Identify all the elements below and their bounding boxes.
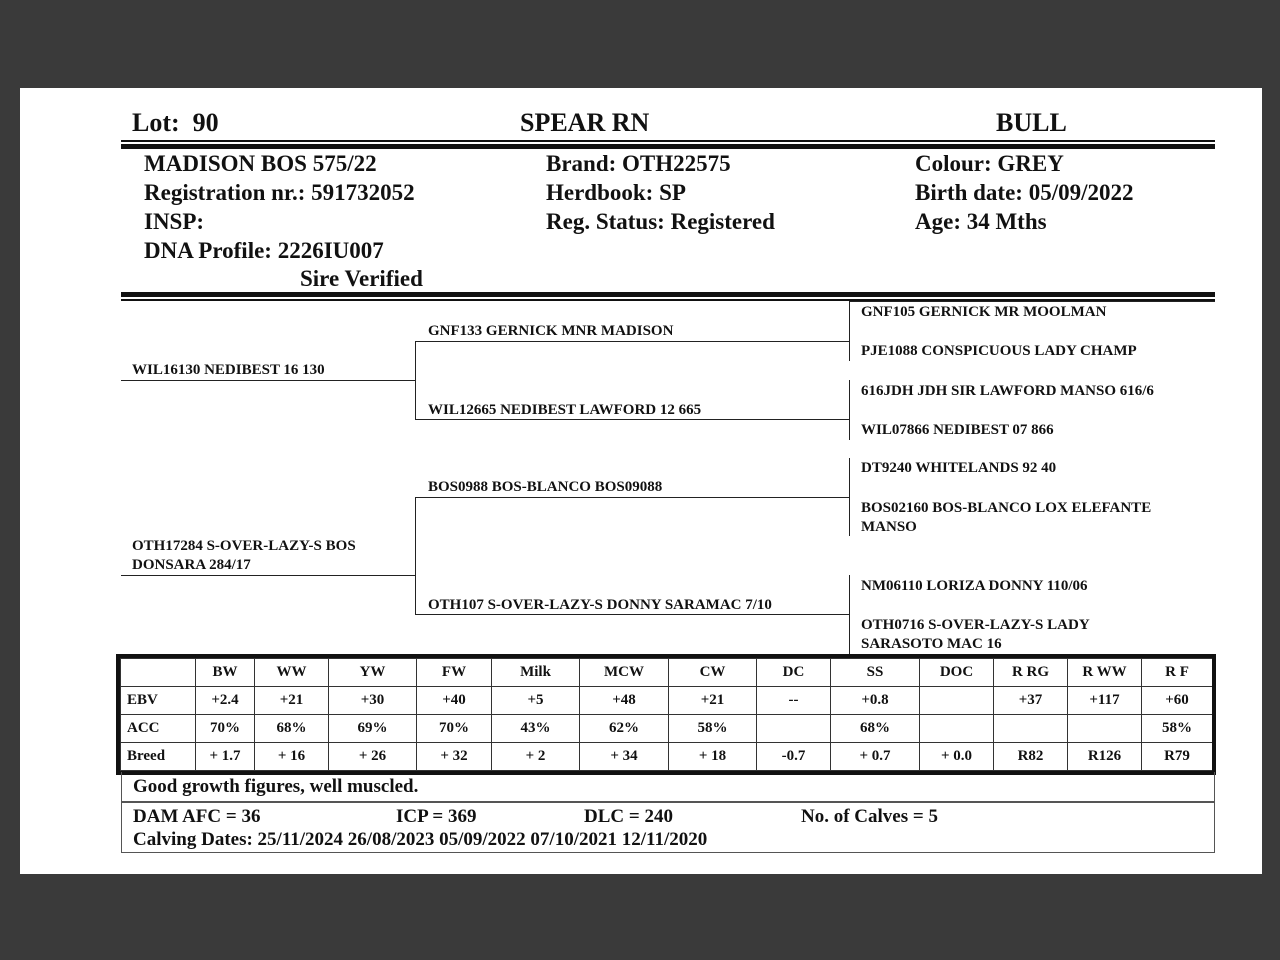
- pedigree-dam-sire: BOS0988 BOS-BLANCO BOS09088: [428, 479, 663, 495]
- ebv-cell: +117: [1068, 687, 1142, 715]
- breed-cell: + 2: [492, 743, 580, 771]
- pedigree-sd-dam: WIL07866 NEDIBEST 07 866: [861, 422, 1054, 438]
- ebv-cell: +48: [580, 687, 669, 715]
- ebv-row-label: EBV: [121, 687, 196, 715]
- lot-number: 90: [192, 108, 219, 137]
- breed-cell: R126: [1068, 743, 1142, 771]
- acc-row: [121, 715, 1213, 743]
- breed-cell: + 0.0: [920, 743, 994, 771]
- pedigree-sd-sire: 616JDH JDH SIR LAWFORD MANSO 616/6: [861, 383, 1154, 399]
- ebv-cell: +2.4: [196, 687, 255, 715]
- breed-row: [121, 743, 1213, 771]
- registration-number: Registration nr.: 591732052: [144, 180, 415, 205]
- acc-cell: 58%: [669, 715, 757, 743]
- dam-icp: ICP = 369: [396, 806, 477, 827]
- pedigree-dd-sire: NM06110 LORIZA DONNY 110/06: [861, 578, 1088, 594]
- acc-cell: [1068, 715, 1142, 743]
- breed-cell: R82: [994, 743, 1068, 771]
- ebv-table: [120, 658, 1212, 771]
- header-rule-thick: [121, 144, 1215, 149]
- catalogue-sheet: [20, 88, 1262, 874]
- ebv-header-cell: R WW: [1068, 659, 1142, 687]
- ebv-cell: +37: [994, 687, 1068, 715]
- colour: Colour: GREY: [915, 151, 1064, 176]
- dam-stats-box: [121, 802, 1215, 853]
- ebv-row: [121, 687, 1213, 715]
- dam-afc: DAM AFC = 36: [133, 806, 261, 827]
- pedigree-dam: OTH17284 S-OVER-LAZY-S BOS DONSARA 284/17: [132, 538, 356, 573]
- pedigree-ds-dam: BOS02160 BOS-BLANCO LOX ELEFANTE MANSO: [861, 500, 1152, 535]
- breed-cell: + 1.7: [196, 743, 255, 771]
- acc-cell: 58%: [1142, 715, 1213, 743]
- acc-cell: 62%: [580, 715, 669, 743]
- header-rule-thin: [121, 140, 1215, 142]
- ebv-cell: +60: [1142, 687, 1213, 715]
- ebv-header-cell: Milk: [492, 659, 580, 687]
- pedigree-dd-dam: OTH0716 S-OVER-LAZY-S LADY SARASOTO MAC 16: [861, 617, 1090, 652]
- sire-verified: Sire Verified: [300, 266, 423, 291]
- ebv-header-cell: MCW: [580, 659, 669, 687]
- ebv-cell: --: [757, 687, 831, 715]
- breed-cell: + 32: [417, 743, 492, 771]
- ebv-table-frame: [116, 654, 1216, 775]
- ebv-header-cell: [121, 659, 196, 687]
- acc-cell: 68%: [255, 715, 329, 743]
- ebv-cell: +0.8: [831, 687, 920, 715]
- breed-cell: + 18: [669, 743, 757, 771]
- pedigree-sire-dam: WIL12665 NEDIBEST LAWFORD 12 665: [428, 402, 702, 418]
- pedigree-sire: WIL16130 NEDIBEST 16 130: [132, 362, 325, 378]
- breed-cell: R79: [1142, 743, 1213, 771]
- pedigree-sire-sire: GNF133 GERNICK MNR MADISON: [428, 323, 674, 339]
- birth-date: Birth date: 05/09/2022: [915, 180, 1134, 205]
- ebv-header-row: [121, 659, 1213, 687]
- ebv-header-cell: YW: [329, 659, 417, 687]
- ebv-header-cell: CW: [669, 659, 757, 687]
- ebv-header-cell: R F: [1142, 659, 1213, 687]
- comment-text: Good growth figures, well muscled.: [133, 776, 419, 797]
- pedigree-ss-sire: GNF105 GERNICK MR MOOLMAN: [861, 304, 1107, 320]
- ebv-header-cell: BW: [196, 659, 255, 687]
- breed-cell: + 34: [580, 743, 669, 771]
- lot-label: Lot: 90: [132, 108, 219, 137]
- acc-cell: [994, 715, 1068, 743]
- ebv-cell: +21: [255, 687, 329, 715]
- reg-status: Reg. Status: Registered: [546, 209, 775, 234]
- acc-cell: 68%: [831, 715, 920, 743]
- info-rule-thick: [121, 292, 1215, 297]
- acc-cell: 70%: [417, 715, 492, 743]
- acc-cell: 70%: [196, 715, 255, 743]
- acc-cell: [920, 715, 994, 743]
- ebv-header-cell: DOC: [920, 659, 994, 687]
- ebv-cell: +30: [329, 687, 417, 715]
- breed-row-label: Breed: [121, 743, 196, 771]
- acc-cell: 69%: [329, 715, 417, 743]
- ebv-cell: +40: [417, 687, 492, 715]
- dam-calves: No. of Calves = 5: [801, 806, 938, 827]
- pedigree-ss-dam: PJE1088 CONSPICUOUS LADY CHAMP: [861, 343, 1137, 359]
- ebv-header-cell: FW: [417, 659, 492, 687]
- ebv-header-cell: R RG: [994, 659, 1068, 687]
- sex-label: BULL: [996, 108, 1067, 137]
- insp-label: INSP:: [144, 209, 205, 234]
- ebv-cell: [920, 687, 994, 715]
- dam-dlc: DLC = 240: [584, 806, 673, 827]
- ebv-header-cell: DC: [757, 659, 831, 687]
- pedigree-ds-sire: DT9240 WHITELANDS 92 40: [861, 460, 1057, 476]
- acc-cell: [757, 715, 831, 743]
- herdbook: Herdbook: SP: [546, 180, 686, 205]
- acc-cell: 43%: [492, 715, 580, 743]
- comment-box: [121, 772, 1215, 802]
- brand: Brand: OTH22575: [546, 151, 731, 176]
- breed-cell: + 0.7: [831, 743, 920, 771]
- ebv-cell: +5: [492, 687, 580, 715]
- pedigree-dam-dam: OTH107 S-OVER-LAZY-S DONNY SARAMAC 7/10: [428, 597, 772, 613]
- ebv-cell: +21: [669, 687, 757, 715]
- age: Age: 34 Mths: [915, 209, 1047, 234]
- breed-cell: -0.7: [757, 743, 831, 771]
- breed-cell: + 16: [255, 743, 329, 771]
- ebv-header-cell: WW: [255, 659, 329, 687]
- breed-cell: + 26: [329, 743, 417, 771]
- ebv-header-cell: SS: [831, 659, 920, 687]
- calving-dates: Calving Dates: 25/11/2024 26/08/2023 05/09/2022 07/10/2021 12/11/2020: [133, 829, 708, 850]
- stud-name: SPEAR RN: [520, 108, 650, 137]
- dna-profile: DNA Profile: 2226IU007: [144, 238, 384, 263]
- acc-row-label: ACC: [121, 715, 196, 743]
- animal-name: MADISON BOS 575/22: [144, 151, 377, 176]
